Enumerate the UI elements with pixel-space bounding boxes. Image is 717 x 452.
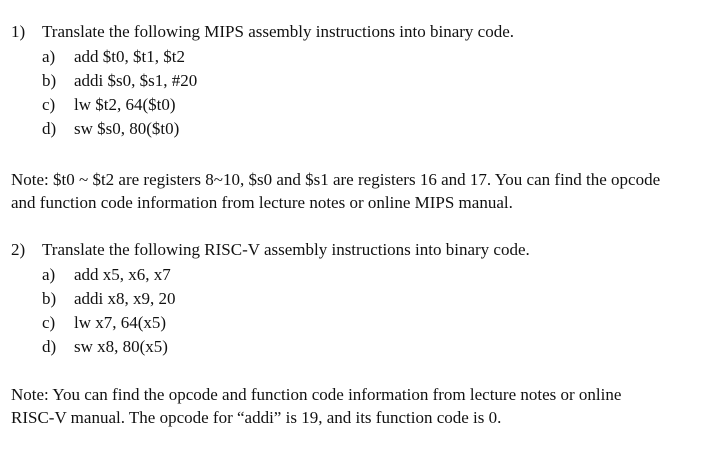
item-text: sw $s0, 80($t0) <box>74 119 180 138</box>
item-text: sw x8, 80(x5) <box>74 337 168 356</box>
item-text: add x5, x6, x7 <box>74 265 171 284</box>
item-letter: b) <box>42 71 57 90</box>
item-letter: b) <box>42 289 57 308</box>
item-text: addi $s0, $s1, #20 <box>74 71 198 90</box>
item-text: addi x8, x9, 20 <box>74 289 176 308</box>
question-2-text: Translate the following RISC-V assembly instructions into binary code. <box>42 240 530 259</box>
item-letter: d) <box>42 119 57 138</box>
item-letter: a) <box>42 47 56 66</box>
item-text: lw $t2, 64($t0) <box>74 95 176 114</box>
question-1-text: Translate the following MIPS assembly instructions into binary code. <box>42 22 515 41</box>
item-text: add $t0, $t1, $t2 <box>74 47 185 66</box>
item-letter: a) <box>42 265 56 284</box>
item-letter: c) <box>42 313 56 332</box>
item-letter: c) <box>42 95 56 114</box>
question-2-number: 2) <box>11 240 26 259</box>
question-2-note-line-2: RISC-V manual. The opcode for “addi” is 19, and its function code is 0. <box>11 408 502 427</box>
question-1-note-line-2: and function code information from lecture notes or online MIPS manual. <box>11 193 513 212</box>
item-text: lw x7, 64(x5) <box>74 313 167 332</box>
question-2-note-line-1: Note: You can find the opcode and function code information from lecture notes or online <box>11 385 622 404</box>
question-1-note-line-1: Note: $t0 ~ $t2 are registers 8~10, $s0 and $s1 are registers 16 and 17. You can find the opcode <box>11 170 661 189</box>
question-1-number: 1) <box>11 22 26 41</box>
item-letter: d) <box>42 337 57 356</box>
